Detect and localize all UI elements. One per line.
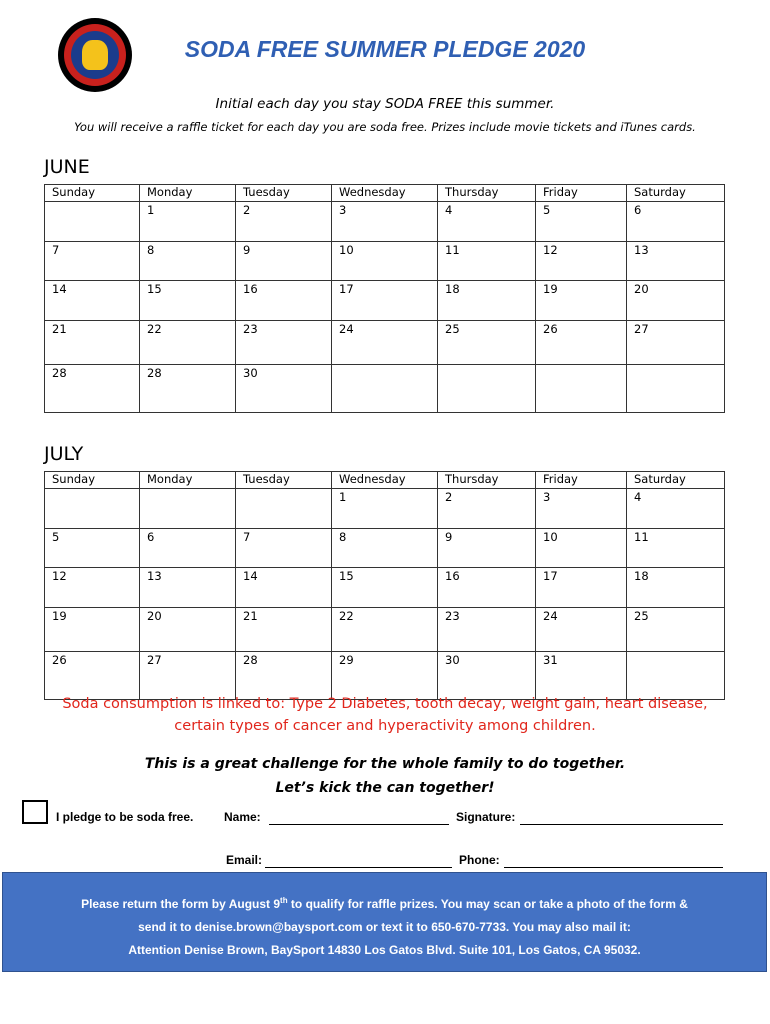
day-cell[interactable]: 27	[627, 321, 725, 365]
name-label: Name:	[224, 810, 261, 824]
day-cell[interactable]: 20	[627, 281, 725, 321]
phone-field[interactable]	[504, 867, 723, 868]
footer-text: Please return the form by August 9	[81, 897, 281, 911]
day-cell[interactable]: 4	[438, 202, 536, 242]
day-cell[interactable]: 25	[627, 608, 725, 652]
health-warning-line: Soda consumption is linked to: Type 2 Diabetes, tooth decay, weight gain, heart disease,	[62, 696, 708, 712]
day-cell[interactable]: 8	[140, 242, 236, 281]
june-heading: JUNE	[44, 156, 90, 178]
day-cell[interactable]: 16	[236, 281, 332, 321]
week-row	[45, 608, 725, 652]
day-cell[interactable]: 2	[236, 202, 332, 242]
weekday-friday: Friday	[536, 185, 627, 202]
july-heading: JULY	[44, 443, 84, 465]
day-cell[interactable]	[332, 365, 438, 413]
day-cell[interactable]	[140, 489, 236, 529]
day-cell[interactable]: 27	[140, 652, 236, 700]
phone-label: Phone:	[459, 853, 500, 867]
day-cell[interactable]: 12	[536, 242, 627, 281]
day-cell[interactable]: 7	[236, 529, 332, 568]
footer-superscript: th	[280, 896, 288, 905]
day-cell[interactable]: 6	[627, 202, 725, 242]
day-cell[interactable]	[45, 489, 140, 529]
day-cell[interactable]: 28	[45, 365, 140, 413]
challenge-text	[0, 752, 770, 800]
day-cell[interactable]: 4	[627, 489, 725, 529]
day-cell[interactable]: 25	[438, 321, 536, 365]
week-row	[45, 568, 725, 608]
footer-line	[3, 893, 766, 916]
weekday-tuesday: Tuesday	[236, 472, 332, 489]
day-cell[interactable]: 13	[140, 568, 236, 608]
week-row	[45, 202, 725, 242]
day-cell[interactable]: 5	[45, 529, 140, 568]
day-cell[interactable]: 21	[45, 321, 140, 365]
weekday-monday: Monday	[140, 185, 236, 202]
weekday-header-row	[45, 185, 725, 202]
day-cell[interactable]: 22	[332, 608, 438, 652]
day-cell[interactable]: 22	[140, 321, 236, 365]
raffle-note: You will receive a raffle ticket for each day you are soda free. Prizes include movie tickets and iTunes cards.	[74, 120, 696, 134]
day-cell[interactable]: 11	[627, 529, 725, 568]
challenge-line: Let’s kick the can together!	[275, 780, 495, 796]
day-cell[interactable]: 11	[438, 242, 536, 281]
day-cell[interactable]: 19	[45, 608, 140, 652]
day-cell[interactable]: 29	[332, 652, 438, 700]
weekday-friday: Friday	[536, 472, 627, 489]
week-row	[45, 365, 725, 413]
day-cell[interactable]: 26	[536, 321, 627, 365]
day-cell[interactable]: 24	[332, 321, 438, 365]
day-cell[interactable]: 10	[332, 242, 438, 281]
weekday-monday: Monday	[140, 472, 236, 489]
day-cell[interactable]: 17	[536, 568, 627, 608]
day-cell[interactable]	[536, 365, 627, 413]
day-cell[interactable]: 17	[332, 281, 438, 321]
health-warning	[0, 693, 770, 737]
day-cell[interactable]	[45, 202, 140, 242]
weekday-sunday: Sunday	[45, 472, 140, 489]
july-calendar	[44, 471, 725, 700]
weekday-thursday: Thursday	[438, 472, 536, 489]
day-cell[interactable]: 9	[438, 529, 536, 568]
day-cell[interactable]: 1	[332, 489, 438, 529]
return-instructions-banner	[2, 872, 767, 972]
weekday-tuesday: Tuesday	[236, 185, 332, 202]
name-field[interactable]	[269, 824, 449, 825]
week-row	[45, 529, 725, 568]
health-warning-line: certain types of cancer and hyperactivity among children.	[174, 718, 596, 734]
email-label: Email:	[226, 853, 263, 867]
email-field[interactable]	[265, 867, 452, 868]
day-cell[interactable]: 3	[536, 489, 627, 529]
day-cell[interactable]: 3	[332, 202, 438, 242]
day-cell[interactable]	[236, 489, 332, 529]
day-cell[interactable]: 8	[332, 529, 438, 568]
day-cell[interactable]: 18	[627, 568, 725, 608]
day-cell[interactable]: 15	[140, 281, 236, 321]
week-row	[45, 489, 725, 529]
day-cell[interactable]: 19	[536, 281, 627, 321]
day-cell[interactable]: 20	[140, 608, 236, 652]
footer-line: send it to denise.brown@baysport.com or text it to 650-670-7733. You may also mail it:	[138, 920, 631, 934]
day-cell[interactable]: 6	[140, 529, 236, 568]
day-cell[interactable]: 28	[236, 652, 332, 700]
weekday-saturday: Saturday	[627, 185, 725, 202]
day-cell[interactable]: 12	[45, 568, 140, 608]
day-cell[interactable]: 24	[536, 608, 627, 652]
day-cell[interactable]: 10	[536, 529, 627, 568]
day-cell[interactable]: 18	[438, 281, 536, 321]
signature-field[interactable]	[520, 824, 723, 825]
weekday-wednesday: Wednesday	[332, 185, 438, 202]
day-cell[interactable]: 21	[236, 608, 332, 652]
instruction-text: Initial each day you stay SODA FREE this summer.	[215, 96, 555, 112]
day-cell[interactable]	[438, 365, 536, 413]
week-row	[45, 281, 725, 321]
signature-label: Signature:	[456, 810, 516, 824]
day-cell[interactable]: 9	[236, 242, 332, 281]
challenge-line: This is a great challenge for the whole family to do together.	[144, 756, 626, 772]
june-calendar	[44, 184, 725, 413]
weekday-wednesday: Wednesday	[332, 472, 438, 489]
day-cell[interactable]: 2	[438, 489, 536, 529]
page-title: SODA FREE SUMMER PLEDGE 2020	[184, 36, 586, 62]
pledge-checkbox[interactable]	[22, 800, 48, 824]
weekday-sunday: Sunday	[45, 185, 140, 202]
weekday-saturday: Saturday	[627, 472, 725, 489]
day-cell[interactable]: 14	[45, 281, 140, 321]
week-row	[45, 242, 725, 281]
day-cell[interactable]: 5	[536, 202, 627, 242]
day-cell[interactable]: 1	[140, 202, 236, 242]
day-cell[interactable]: 23	[438, 608, 536, 652]
week-row	[45, 321, 725, 365]
day-cell[interactable]: 30	[236, 365, 332, 413]
day-cell[interactable]: 31	[536, 652, 627, 700]
day-cell[interactable]: 28	[140, 365, 236, 413]
day-cell[interactable]: 26	[45, 652, 140, 700]
weekday-header-row	[45, 472, 725, 489]
weekday-thursday: Thursday	[438, 185, 536, 202]
day-cell[interactable]: 16	[438, 568, 536, 608]
day-cell[interactable]: 30	[438, 652, 536, 700]
pledge-label: I pledge to be soda free.	[56, 810, 194, 824]
day-cell[interactable]: 23	[236, 321, 332, 365]
day-cell[interactable]	[627, 365, 725, 413]
footer-line: Attention Denise Brown, BaySport 14830 Los Gatos Blvd. Suite 101, Los Gatos, CA 95032.	[128, 943, 641, 957]
day-cell[interactable]: 7	[45, 242, 140, 281]
day-cell[interactable]: 13	[627, 242, 725, 281]
footer-text: to qualify for raffle prizes. You may scan or take a photo of the form &	[287, 897, 688, 911]
day-cell[interactable]: 14	[236, 568, 332, 608]
day-cell[interactable]: 15	[332, 568, 438, 608]
